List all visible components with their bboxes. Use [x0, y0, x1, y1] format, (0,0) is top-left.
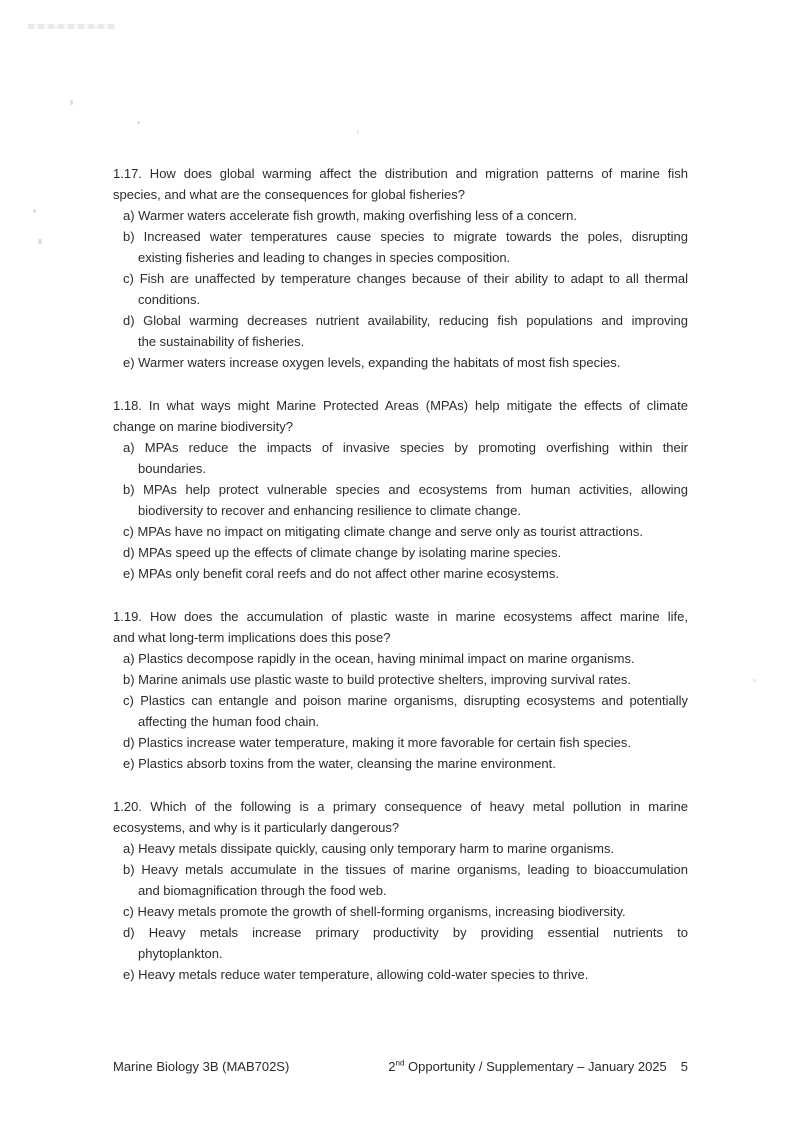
answer-option-line: a) MPAs reduce the impacts of invasive species by promoting overfishing within their — [123, 440, 688, 455]
footer-session — [388, 1056, 688, 1077]
scan-artifact — [33, 209, 36, 213]
questions-area — [113, 163, 688, 985]
scan-artifact — [70, 100, 73, 105]
question-1.17 — [113, 163, 688, 373]
question-1.20 — [113, 796, 688, 985]
question-stem-line: ecosystems, and why is it particularly dangerous? — [113, 820, 400, 835]
scan-artifact — [357, 130, 359, 134]
answer-option-line: conditions. — [138, 292, 201, 307]
answer-option-line: b) MPAs help protect vulnerable species and ecosystems from human activities, allowing — [123, 482, 688, 497]
footer-course: Marine Biology 3B (MAB702S) — [113, 1059, 290, 1074]
answer-option-line: the sustainability of fisheries. — [138, 334, 305, 349]
answer-option-line: c) Fish are unaffected by temperature changes because of their ability to adapt to all thermal — [123, 271, 688, 286]
answer-option-line: b) Increased water temperatures cause species to migrate towards the poles, disrupting — [123, 229, 688, 244]
answer-option-line: b) Heavy metals accumulate in the tissues of marine organisms, leading to bioaccumulation — [123, 862, 688, 877]
answer-option-line: e) Heavy metals reduce water temperature, allowing cold-water species to thrive. — [123, 967, 589, 982]
answer-option-line: d) MPAs speed up the effects of climate change by isolating marine species. — [123, 545, 562, 560]
question-stem-line: species, and what are the consequences for global fisheries? — [113, 187, 465, 202]
question-stem-line: and what long-term implications does this pose? — [113, 630, 391, 645]
answer-option-line: d) Plastics increase water temperature, making it more favorable for certain fish species. — [123, 735, 631, 750]
answer-option-line: e) Warmer waters increase oxygen levels, expanding the habitats of most fish species. — [123, 355, 621, 370]
answer-option-line: phytoplankton. — [138, 946, 223, 961]
answer-option-line: d) Heavy metals increase primary productivity by providing essential nutrients to — [123, 925, 688, 940]
footer-session-ordinal: nd — [395, 1058, 405, 1068]
answer-option-line: e) MPAs only benefit coral reefs and do not affect other marine ecosystems. — [123, 566, 559, 581]
answer-option-line: a) Heavy metals dissipate quickly, causing only temporary harm to marine organisms. — [123, 841, 615, 856]
question-stem-line: change on marine biodiversity? — [113, 419, 293, 434]
scan-artifact — [38, 239, 42, 244]
answer-option-line: and biomagnification through the food web. — [138, 883, 387, 898]
answer-option-line: boundaries. — [138, 461, 206, 476]
answer-option-line: d) Global warming decreases nutrient availability, reducing fish populations and improving — [123, 313, 688, 328]
answer-option-line: e) Plastics absorb toxins from the water, cleansing the marine environment. — [123, 756, 556, 771]
question-stem-line: 1.20. Which of the following is a primary consequence of heavy metal pollution in marine — [113, 799, 688, 814]
question-stem-line: 1.18. In what ways might Marine Protected Areas (MPAs) help mitigate the effects of climate — [113, 398, 688, 413]
answer-option-line: b) Marine animals use plastic waste to build protective shelters, improving survival rates. — [123, 672, 631, 687]
footer-session-text: Opportunity / Supplementary – January 2025 — [404, 1059, 667, 1074]
answer-option-line: c) MPAs have no impact on mitigating climate change and serve only as tourist attractions. — [123, 524, 644, 539]
answer-option-line: a) Plastics decompose rapidly in the ocean, having minimal impact on marine organisms. — [123, 651, 635, 666]
question-1.18 — [113, 395, 688, 584]
scan-artifact — [137, 121, 140, 124]
answer-option-line: affecting the human food chain. — [138, 714, 320, 729]
answer-option-line: c) Plastics can entangle and poison marine organisms, disrupting ecosystems and potentially — [123, 693, 688, 708]
question-stem-line: 1.17. How does global warming affect the distribution and migration patterns of marine fish — [113, 166, 688, 181]
page-footer — [113, 1056, 688, 1077]
answer-option-line: existing fisheries and leading to changes in species composition. — [138, 250, 511, 265]
answer-option-line: c) Heavy metals promote the growth of shell-forming organisms, increasing biodiversity. — [123, 904, 626, 919]
scan-smudge — [28, 24, 116, 29]
footer-session-number: 2 — [388, 1059, 396, 1074]
page-number: 5 — [680, 1059, 688, 1074]
answer-option-line: biodiversity to recover and enhancing resilience to climate change. — [138, 503, 521, 518]
scan-artifact — [753, 679, 756, 682]
answer-option-line: a) Warmer waters accelerate fish growth, making overfishing less of a concern. — [123, 208, 577, 223]
question-stem-line: 1.19. How does the accumulation of plastic waste in marine ecosystems affect marine life, — [113, 609, 688, 624]
question-1.19 — [113, 606, 688, 774]
